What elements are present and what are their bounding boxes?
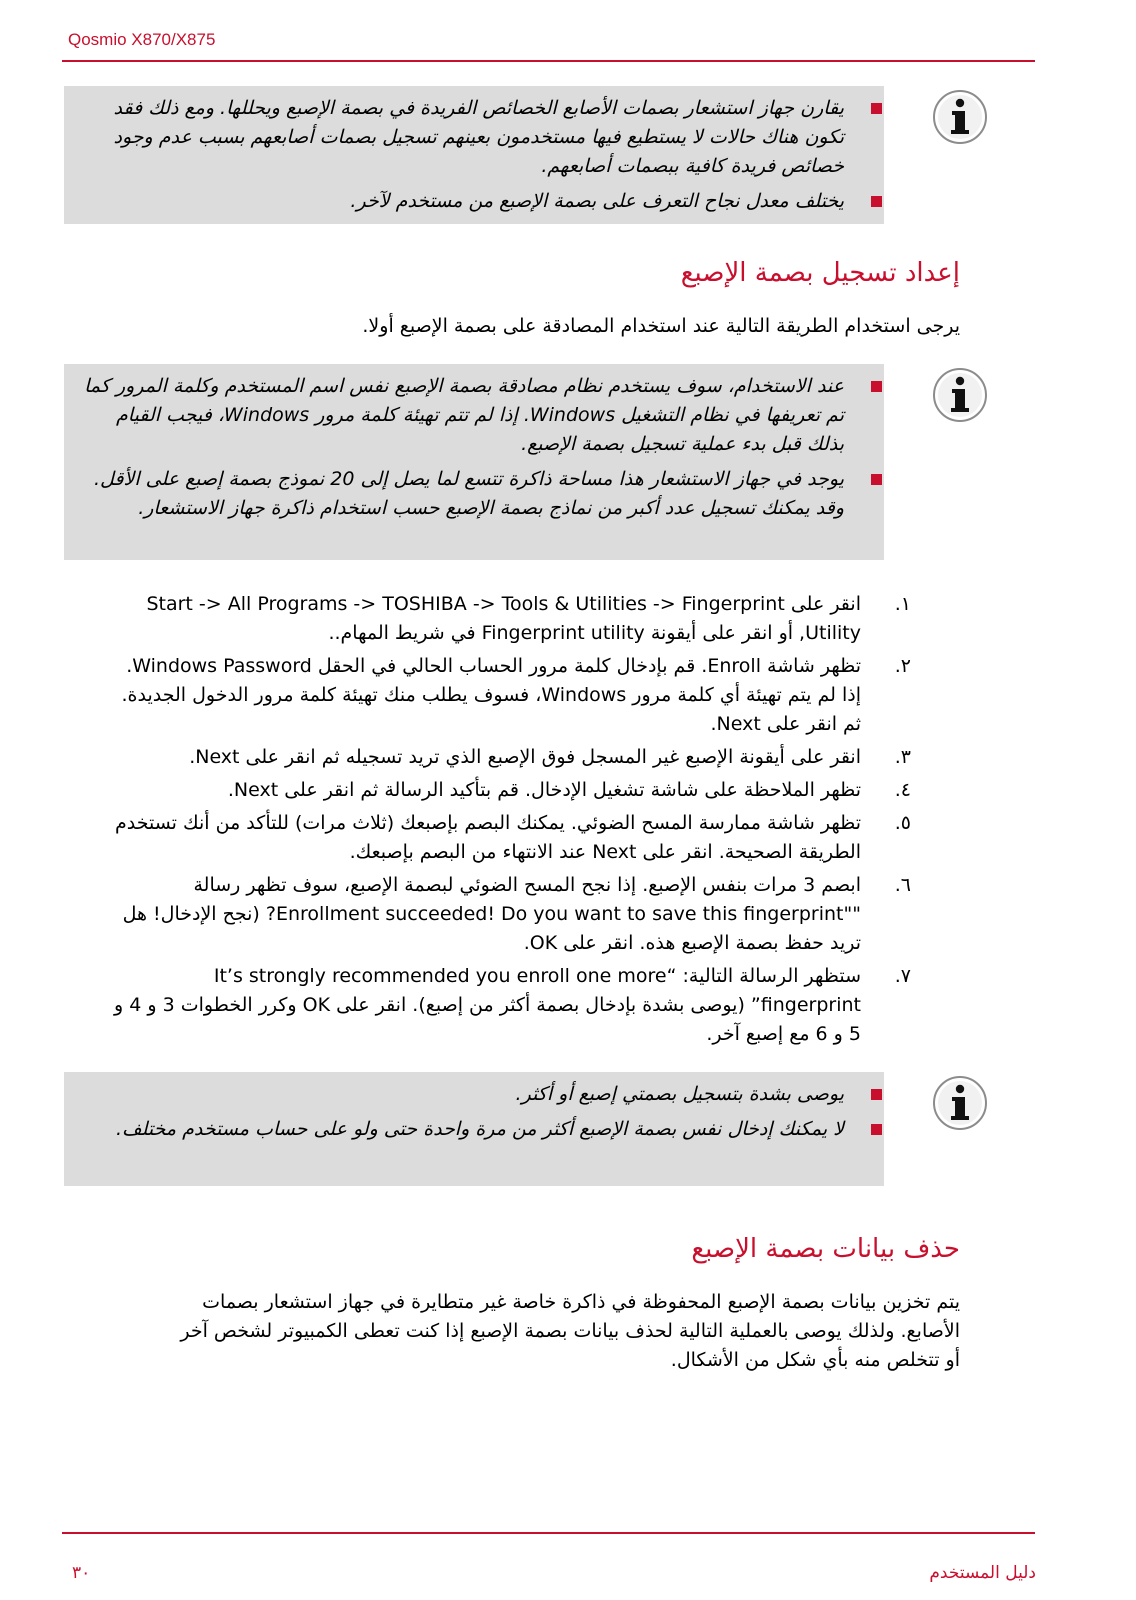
section-body: يتم تخزين بيانات بصمة الإصبع المحفوظة في ذاكرة خاصة غير متطايرة في جهاز استشعار بصمات الأصابع. ولذلك يوصى بالعملية التالية لحذف بيانات بصمة الإصبع إذا كنت تعطى الكمبيوتر لشخص آخر أو تتخلص منه بأي شكل من الأشكال. [180,1291,960,1371]
section-heading-delete: حذف بيانات بصمة الإصبع [691,1234,960,1264]
note-item: عند الاستخدام، سوف يستخدم نظام مصادقة بصمة الإصبع نفس اسم المستخدم وكلمة المرور كما تم تعريفها في نظام التشغيل Windows. إذا لم تتم تهيئة كلمة مرور Windows، فيجب القيام بذلك قبل بدء عملية تسجيل بصمة الإصبع. [82,372,844,459]
bullet-icon [871,103,882,114]
footer-rule [62,1532,1035,1534]
footer-label: دليل المستخدم [929,1563,1036,1583]
step-item: ٧. ستظهر الرسالة التالية: “It’s strongly recommended you enroll one more fingerprint” (يوصى بشدة بإدخال بصمة أكثر من إصبع). انقر على OK وكرر الخطوات 3 و 4 و 5 و 6 مع إصبع آخر. [114,965,911,1045]
note-item: يقارن جهاز استشعار بصمات الأصابع الخصائص الفريدة في بصمة الإصبع ويحللها. ومع ذلك فقد تكون هناك حالات لا يستطيع فيها مستخدمون بعينهم تسجيل بصمات أصابعهم بسبب عدم وجود خصائص فريدة كافية ببصمات أصابعهم. [82,94,844,181]
page-number: ٣٠ [72,1563,91,1583]
note-item: يوجد في جهاز الاستشعار هذا مساحة ذاكرة تتسع لما يصل إلى 20 نموذج بصمة إصبع على الأقل. وقد يمكنك تسجيل عدد أكبر من نماذج بصمة الإصبع حسب استخدام ذاكرة جهاز الاستشعار. [82,465,844,523]
bullet-icon [871,474,882,485]
step-item: ٢. تظهر شاشة Enroll. قم بإدخال كلمة مرور الحساب الحالي في الحقل Windows Password. إذا لم يتم تهيئة أي كلمة مرور Windows، فسوف يطلب منك تهيئة كلمة مرور الدخول الجديدة. ثم انقر على Next. [121,655,911,735]
header-title: Qosmio X870/X875 [68,30,216,49]
step-item: ٥. تظهر شاشة ممارسة المسح الضوئي. يمكنك البصم بإصبعك (ثلاث مرات) للتأكد من أنك تستخدم الطريقة الصحيحة. انقر على Next عند الانتهاء من البصم بإصبعك. [114,812,911,863]
steps-list [105,590,911,1053]
step-item: ١. انقر على Start -> All Programs -> TOSHIBA -> Tools & Utilities -> Fingerprint Utility, أو انقر على أيقونة Fingerprint utility في شريط المهام.. [146,593,911,644]
step-item: ٦. ابصم 3 مرات بنفس الإصبع. إذا نجح المسح الضوئي لبصمة الإصبع، سوف تظهر رسالة ""Enrollment succeeded! Do you want to save this fingerprint? (نجح الإدخال! هل تريد حفظ بصمة الإصبع هذه. انقر على OK. [122,874,911,954]
header-rule [62,60,1035,62]
bullet-icon [871,1124,882,1135]
info-icon [932,367,988,423]
bullet-icon [871,196,882,207]
step-item: ٤. تظهر الملاحظة على شاشة تشغيل الإدخال. قم بتأكيد الرسالة ثم انقر على Next. [227,779,911,801]
section-heading-enroll: إعداد تسجيل بصمة الإصبع [680,258,960,288]
bullet-icon [871,1089,882,1100]
note-box-2 [64,364,884,560]
step-item: ٣. انقر على أيقونة الإصبع غير المسجل فوق الإصبع الذي تريد تسجيله ثم انقر على Next. [189,746,911,768]
info-icon [932,1075,988,1131]
note-item: يختلف معدل نجاح التعرف على بصمة الإصبع من مستخدم لآخر. [82,187,844,216]
note-item: لا يمكنك إدخال نفس بصمة الإصبع أكثر من مرة واحدة حتى ولو على حساب مستخدم مختلف. [82,1115,844,1144]
note-item: يوصى بشدة بتسجيل بصمتي إصبع أو أكثر. [82,1080,844,1109]
note-box-3 [64,1072,884,1186]
bullet-icon [871,381,882,392]
section-intro: يرجى استخدام الطريقة التالية عند استخدام المصادقة على بصمة الإصبع أولا. [362,315,960,337]
info-icon [932,89,988,145]
note-box-1 [64,86,884,224]
